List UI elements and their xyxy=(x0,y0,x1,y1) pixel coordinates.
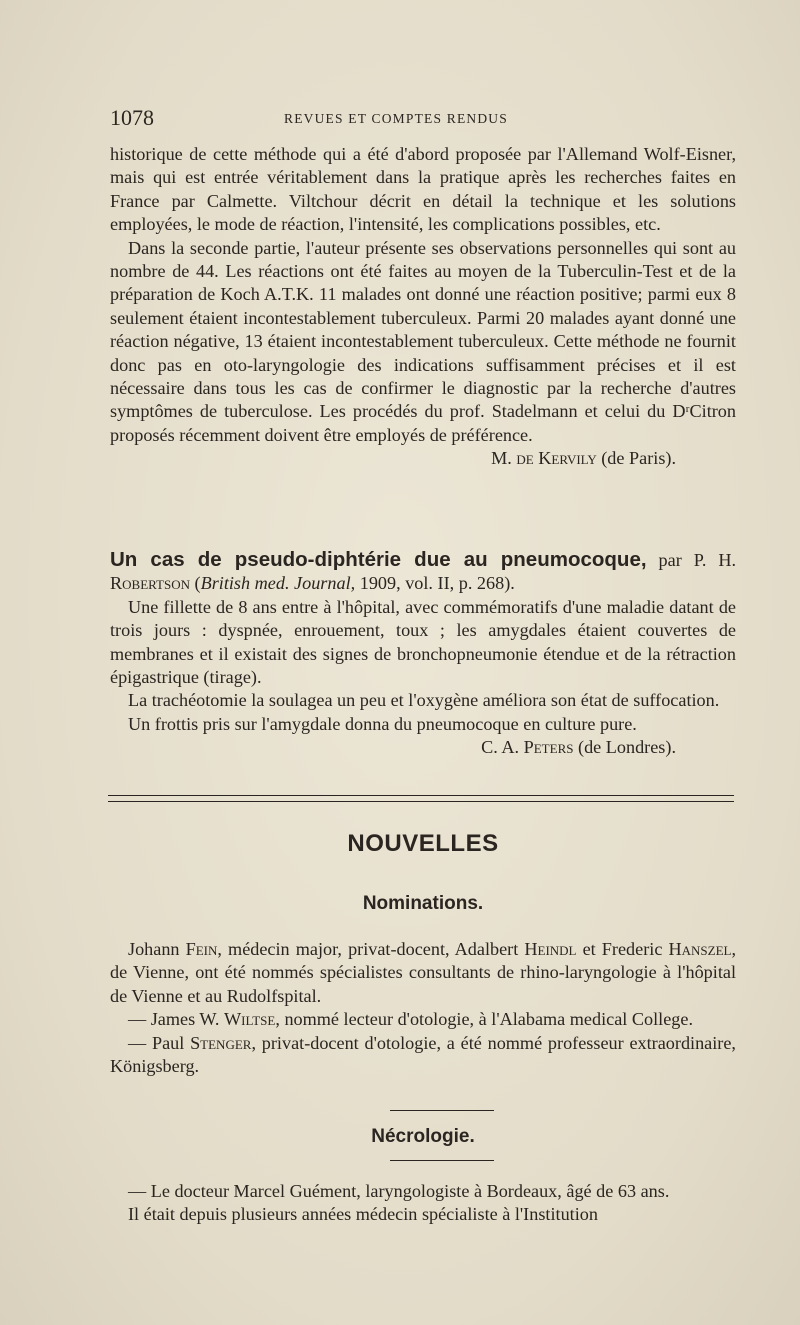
section-divider-top xyxy=(108,795,734,796)
review2-paragraph-2: La trachéotomie la soulagea un peu et l'oxygène améliora son état de suffocation. xyxy=(128,690,720,711)
subheading-nominations: Nominations. xyxy=(362,893,484,914)
review2-paragraph-1: Une fillette de 8 ans entre à l'hôpital, avec commémoratifs d'une maladie datant de trois jours : dyspnée, enrouement, toux ; les amygdales étaient couvertes de membranes et il existait des signes de bronchopneumonie étendue et de la rétraction épigastrique (tirage). xyxy=(110,596,736,688)
review2-paragraph-3: Un frottis pris sur l'amygdale donna du pneumocoque en culture pure. xyxy=(128,713,637,734)
review-pseudo-diphtheria xyxy=(110,548,736,760)
review1-paragraph-1: historique de cette méthode qui a été d'abord proposée par l'Allemand Wolf-Eisner, mais qui est entrée véritablement dans la pratique après les recherches faites en France par Calmette. Viltchour décrit en détail la technique et les solutions employées, le mode de réaction, l'intensité, les complications possibles, etc. xyxy=(110,144,736,235)
author-name: Robertson xyxy=(110,573,190,594)
reviewer-name: Peters xyxy=(523,737,574,758)
nomination-item: — Paul Stenger, privat-docent d'otologie, a été nommé professeur extraordinaire, Königsberg. xyxy=(110,1032,736,1077)
nomination-item: Johann Fein, médecin major, privat-docent, Adalbert Heindl et Frederic Hanszel, de Vienne, ont été nommés spécialistes consultants de rhino-laryngologie à l'hôpital de Vienne et au Rudolfspital. xyxy=(110,939,736,1006)
nominations-list xyxy=(110,938,736,1078)
review1-signature: M. de Kervily (de Paris). xyxy=(491,448,676,469)
subheading-necrologie: Nécrologie. xyxy=(371,1126,475,1147)
obituary-continuation: Il était depuis plusieurs années médecin spécialiste à l'Institution xyxy=(128,1204,598,1225)
nomination-item: — James W. Wiltse, nommé lecteur d'otologie, à l'Alabama medical College. xyxy=(128,1009,694,1030)
review-wolf-eisner-method xyxy=(110,143,736,471)
obituary-item: — Le docteur Marcel Guément, laryngologiste à Bordeaux, âgé de 63 ans. xyxy=(128,1181,670,1201)
section-divider-bottom xyxy=(108,801,734,802)
article-title: Un cas de pseudo-diphtérie due au pneumocoque, xyxy=(110,548,647,571)
running-head: REVUES ET COMPTES RENDUS xyxy=(284,111,508,126)
page-number: 1078 xyxy=(110,105,154,130)
short-divider xyxy=(390,1110,494,1111)
review2-signature: C. A. Peters (de Londres). xyxy=(481,737,676,758)
necrologie-list xyxy=(110,1180,736,1227)
page-header xyxy=(110,105,736,135)
review1-paragraph-2: Dans la seconde partie, l'auteur présente ses observations personnelles qui sont au nombre de 44. Les réactions ont été faites au moyen de la Tuberculin-Test et de la préparation de Koch A.T.K. 11 malades ont donné une réaction positive; parmi eux 8 seulement étaient incontestablement tuberculeux. Parmi 20 malades ayant donné une réaction négative, 13 étaient incontestablement tuberculeux. Cette méthode ne fournit donc pas en oto-laryngologie des indications suffisamment précises et il est nécessaire dans tous les cas de confirmer le diagnostic par la recherche d'autres symptômes de tuberculose. Les procédés du prof. Stadelmann et celui du DʳCitron proposés récemment doivent être employés de préférence. xyxy=(110,237,736,445)
article-heading: Un cas de pseudo-diphtérie due au pneumocoque, par P. H. Robertson (British med. Journal, 1909, vol. II, p. 268). xyxy=(110,548,737,594)
reviewer-name: de Kervily xyxy=(516,448,597,469)
journal-source: British med. Journal, xyxy=(200,573,356,594)
section-title-nouvelles: NOUVELLES xyxy=(347,830,499,857)
short-divider xyxy=(390,1160,494,1161)
